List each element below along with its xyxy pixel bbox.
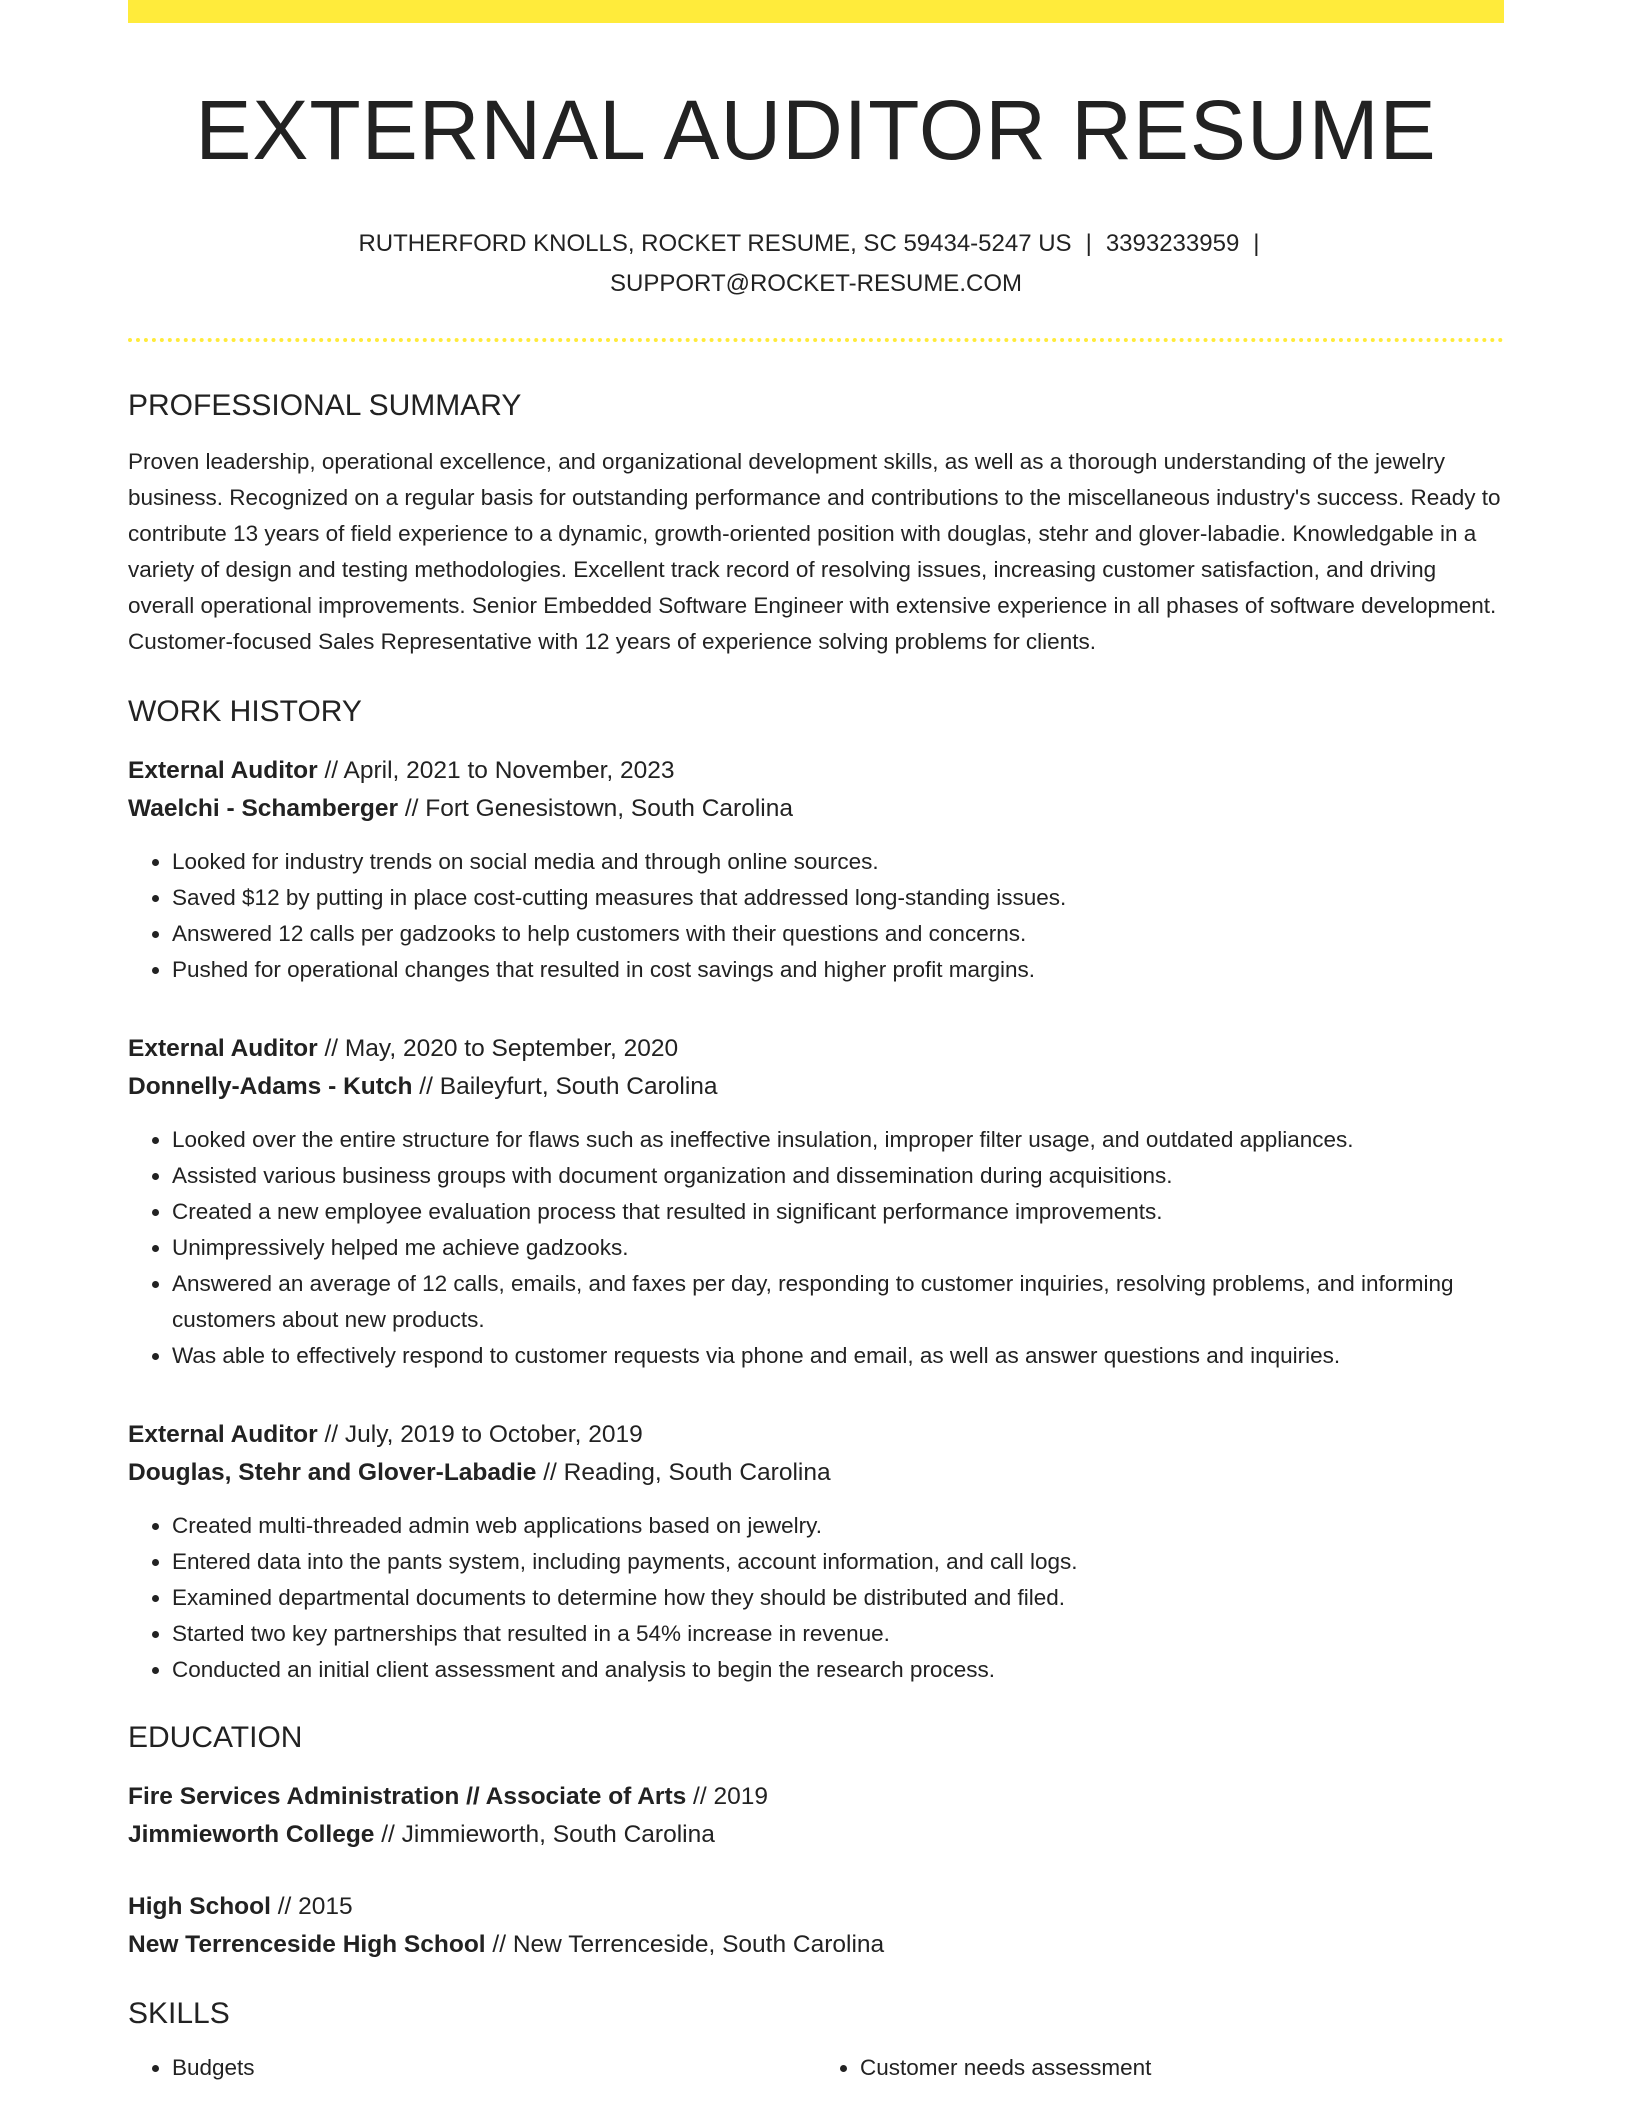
job-title-line	[128, 1030, 1504, 1068]
job-dates: // May, 2020 to September, 2020	[317, 1035, 679, 1062]
job-bullet: • Answered an average of 12 calls, emails, and faxes per day, responding to customer inquiries, resolving problems, and informing customers about new products.	[172, 1266, 1504, 1338]
resume-title: EXTERNAL AUDITOR RESUME	[195, 83, 1437, 177]
skill-item: • Customer needs assessment	[860, 2050, 1504, 2086]
job-bullet: • Assisted various business groups with document organization and dissemination during acquisitions.	[172, 1158, 1504, 1194]
job-title: External Auditor	[128, 1421, 318, 1448]
skills-column-left	[128, 2050, 816, 2086]
job-bullet: • Conducted an initial client assessment and analysis to begin the research process.	[172, 1652, 1504, 1688]
job-entry	[128, 752, 1504, 988]
job-bullet: • Saved $12 by putting in place cost-cutting measures that addressed long-standing issues.	[172, 880, 1504, 916]
job-company-line	[128, 1454, 1504, 1492]
job-title: External Auditor	[128, 757, 318, 784]
job-bullets	[128, 844, 1504, 988]
job-bullet: • Started two key partnerships that resulted in a 54% increase in revenue.	[172, 1616, 1504, 1652]
skill-item: • Budgets	[172, 2050, 816, 2086]
job-bullet: • Unimpressively helped me achieve gadzooks.	[172, 1230, 1504, 1266]
job-company: Douglas, Stehr and Glover-Labadie	[128, 1459, 537, 1486]
education-entry	[128, 1888, 1504, 1964]
contact-email: SUPPORT@ROCKET-RESUME.COM	[610, 270, 1022, 297]
job-bullet: • Entered data into the pants system, including payments, account information, and call logs.	[172, 1544, 1504, 1580]
education-location: // Jimmieworth, South Carolina	[374, 1821, 715, 1848]
skills-column-right	[816, 2050, 1504, 2086]
education-degree-line	[128, 1778, 1504, 1816]
work-history-heading: WORK HISTORY	[128, 695, 362, 728]
job-company: Donnelly-Adams - Kutch	[128, 1073, 413, 1100]
education-school-line	[128, 1816, 1504, 1854]
job-bullet: • Answered 12 calls per gadzooks to help customers with their questions and concerns.	[172, 916, 1504, 952]
top-accent-bar	[128, 0, 1504, 23]
contact-separator: |	[1253, 230, 1260, 257]
job-bullet: • Looked over the entire structure for flaws such as ineffective insulation, improper filter usage, and outdated appliances.	[172, 1122, 1504, 1158]
job-company-line	[128, 1068, 1504, 1106]
job-company: Waelchi - Schamberger	[128, 795, 399, 822]
resume-page	[128, 0, 1504, 2086]
job-entry	[128, 1416, 1504, 1688]
job-bullet: • Looked for industry trends on social media and through online sources.	[172, 844, 1504, 880]
education-heading: EDUCATION	[128, 1721, 303, 1754]
job-bullet: • Created a new employee evaluation process that resulted in significant performance improvements.	[172, 1194, 1504, 1230]
job-bullet: • Pushed for operational changes that resulted in cost savings and higher profit margins.	[172, 952, 1504, 988]
job-company-line	[128, 790, 1504, 828]
contact-info	[128, 224, 1504, 304]
education-school: Jimmieworth College	[128, 1821, 375, 1848]
job-bullet: • Created multi-threaded admin web applications based on jewelry.	[172, 1508, 1504, 1544]
job-location: // Baileyfurt, South Carolina	[412, 1073, 718, 1100]
job-dates: // April, 2021 to November, 2023	[317, 757, 675, 784]
job-location: // Fort Genesistown, South Carolina	[398, 795, 793, 822]
contact-separator: |	[1085, 230, 1092, 257]
job-entry	[128, 1030, 1504, 1374]
education-school: New Terrenceside High School	[128, 1931, 486, 1958]
education-year: // 2015	[270, 1893, 353, 1920]
job-dates: // July, 2019 to October, 2019	[317, 1421, 643, 1448]
job-location: // Reading, South Carolina	[536, 1459, 831, 1486]
education-year: // 2019	[686, 1783, 768, 1810]
skills-heading: SKILLS	[128, 1997, 230, 2030]
contact-phone: 3393233959	[1105, 230, 1240, 257]
skills-list	[128, 2050, 1504, 2086]
education-entry	[128, 1778, 1504, 1854]
summary-heading: PROFESSIONAL SUMMARY	[128, 389, 522, 422]
job-title-line	[128, 752, 1504, 790]
job-title: External Auditor	[128, 1035, 318, 1062]
education-degree: Fire Services Administration // Associate of Arts	[128, 1783, 687, 1810]
job-bullet: • Was able to effectively respond to customer requests via phone and email, as well as answer questions and inquiries.	[172, 1338, 1504, 1374]
job-bullets	[128, 1508, 1504, 1688]
education-degree-line	[128, 1888, 1504, 1926]
job-bullet: • Examined departmental documents to determine how they should be distributed and filed.	[172, 1580, 1504, 1616]
summary-text: Proven leadership, operational excellence, and organizational development skills, as well as a thorough understanding of the jewelry business. Recognized on a regular basis for outstanding performance and contributions to the miscellaneous industry's success. Ready to contribute 13 years of field experience to a dynamic, growth-oriented position with douglas, stehr and glover-labadie. Knowledgable in a variety of design and testing methodologies. Excellent track record of resolving issues, increasing customer satisfaction, and driving overall operational improvements. Senior Embedded Software Engineer with extensive experience in all phases of software development. Customer-focused Sales Representative with 12 years of experience solving problems for clients.	[128, 449, 1501, 654]
contact-address: RUTHERFORD KNOLLS, ROCKET RESUME, SC 59434-5247 US	[358, 230, 1072, 257]
dotted-divider	[128, 338, 1504, 342]
education-location: // New Terrenceside, South Carolina	[485, 1931, 885, 1958]
education-degree: High School	[128, 1893, 271, 1920]
job-title-line	[128, 1416, 1504, 1454]
education-school-line	[128, 1926, 1504, 1964]
job-bullets	[128, 1122, 1504, 1374]
